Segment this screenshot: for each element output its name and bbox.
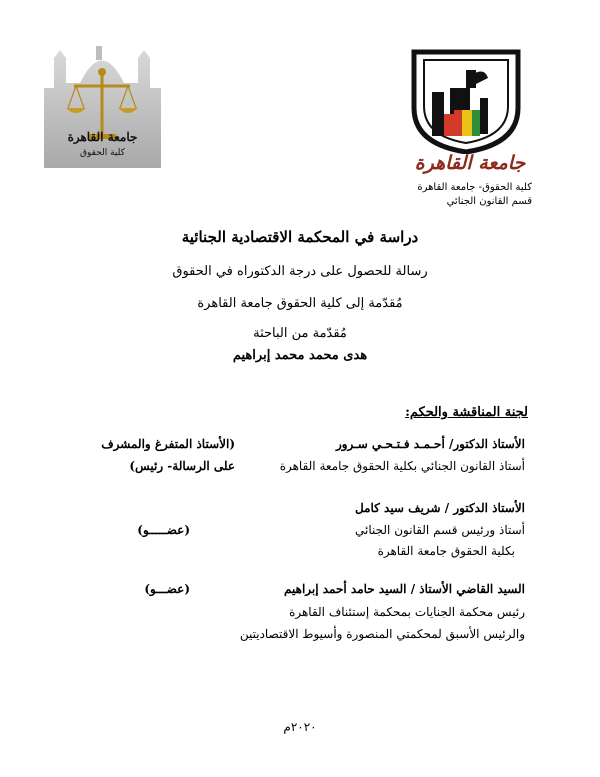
committee-heading: لجنة المناقشة والحكم: <box>405 405 528 420</box>
member-title: والرئيس الأسبق لمحكمتي المنصورة وأسيوط الاقتصاديتين <box>239 627 525 641</box>
member-name: الأستاذ الدكتور / شريف سيد كامل <box>354 501 525 515</box>
year: ٢٠٢٠م <box>283 720 317 734</box>
member-title: أستاذ ورئيس قسم القانون الجنائي <box>355 523 525 537</box>
thoth-emblem-icon <box>410 48 522 154</box>
member-name: السيد القاضي الأستاذ / السيد حامد أحمد إبراهيم <box>284 582 525 596</box>
member-role: (عضـــو) <box>144 582 190 596</box>
member-title: بكلية الحقوق جامعة القاهرة <box>377 544 515 558</box>
submitted-by: مُقدّمة من الباحثة <box>253 326 347 341</box>
member-role: على الرسالة- رئيس) <box>129 459 235 473</box>
member-title: رئيس محكمة الجنايات بمحكمة إستئناف القاهرة <box>289 605 525 619</box>
submitted-to: مُقدّمة إلى كلية الحقوق جامعة القاهرة <box>197 296 403 311</box>
member-title: أستاذ القانون الجنائي بكلية الحقوق جامعة القاهرة <box>279 459 525 473</box>
member-role: (الأستاذ المتفرغ والمشرف <box>101 437 235 451</box>
faculty-line: كلية الحقوق- جامعة القاهرة <box>417 182 532 193</box>
author-name: هدى محمد محمد إبراهيم <box>232 348 368 363</box>
thesis-title: دراسة في المحكمة الاقتصادية الجنائية <box>181 228 419 246</box>
university-script-name: جامعة القاهرة <box>414 152 526 174</box>
department-line: قسم القانون الجنائي <box>446 196 532 207</box>
member-role: (عضـــــو) <box>137 523 190 537</box>
logo-name-line1: جامعة القاهرة <box>67 130 138 144</box>
thesis-purpose: رسالة للحصول على درجة الدكتوراه في الحقوق <box>172 264 428 279</box>
member-name: الأستاذ الدكتور/ أحـمـد فـتـحـي سـرور <box>335 437 525 451</box>
logo-name-line2: كلية الحقوق <box>80 148 125 158</box>
law-faculty-logo <box>40 28 165 170</box>
